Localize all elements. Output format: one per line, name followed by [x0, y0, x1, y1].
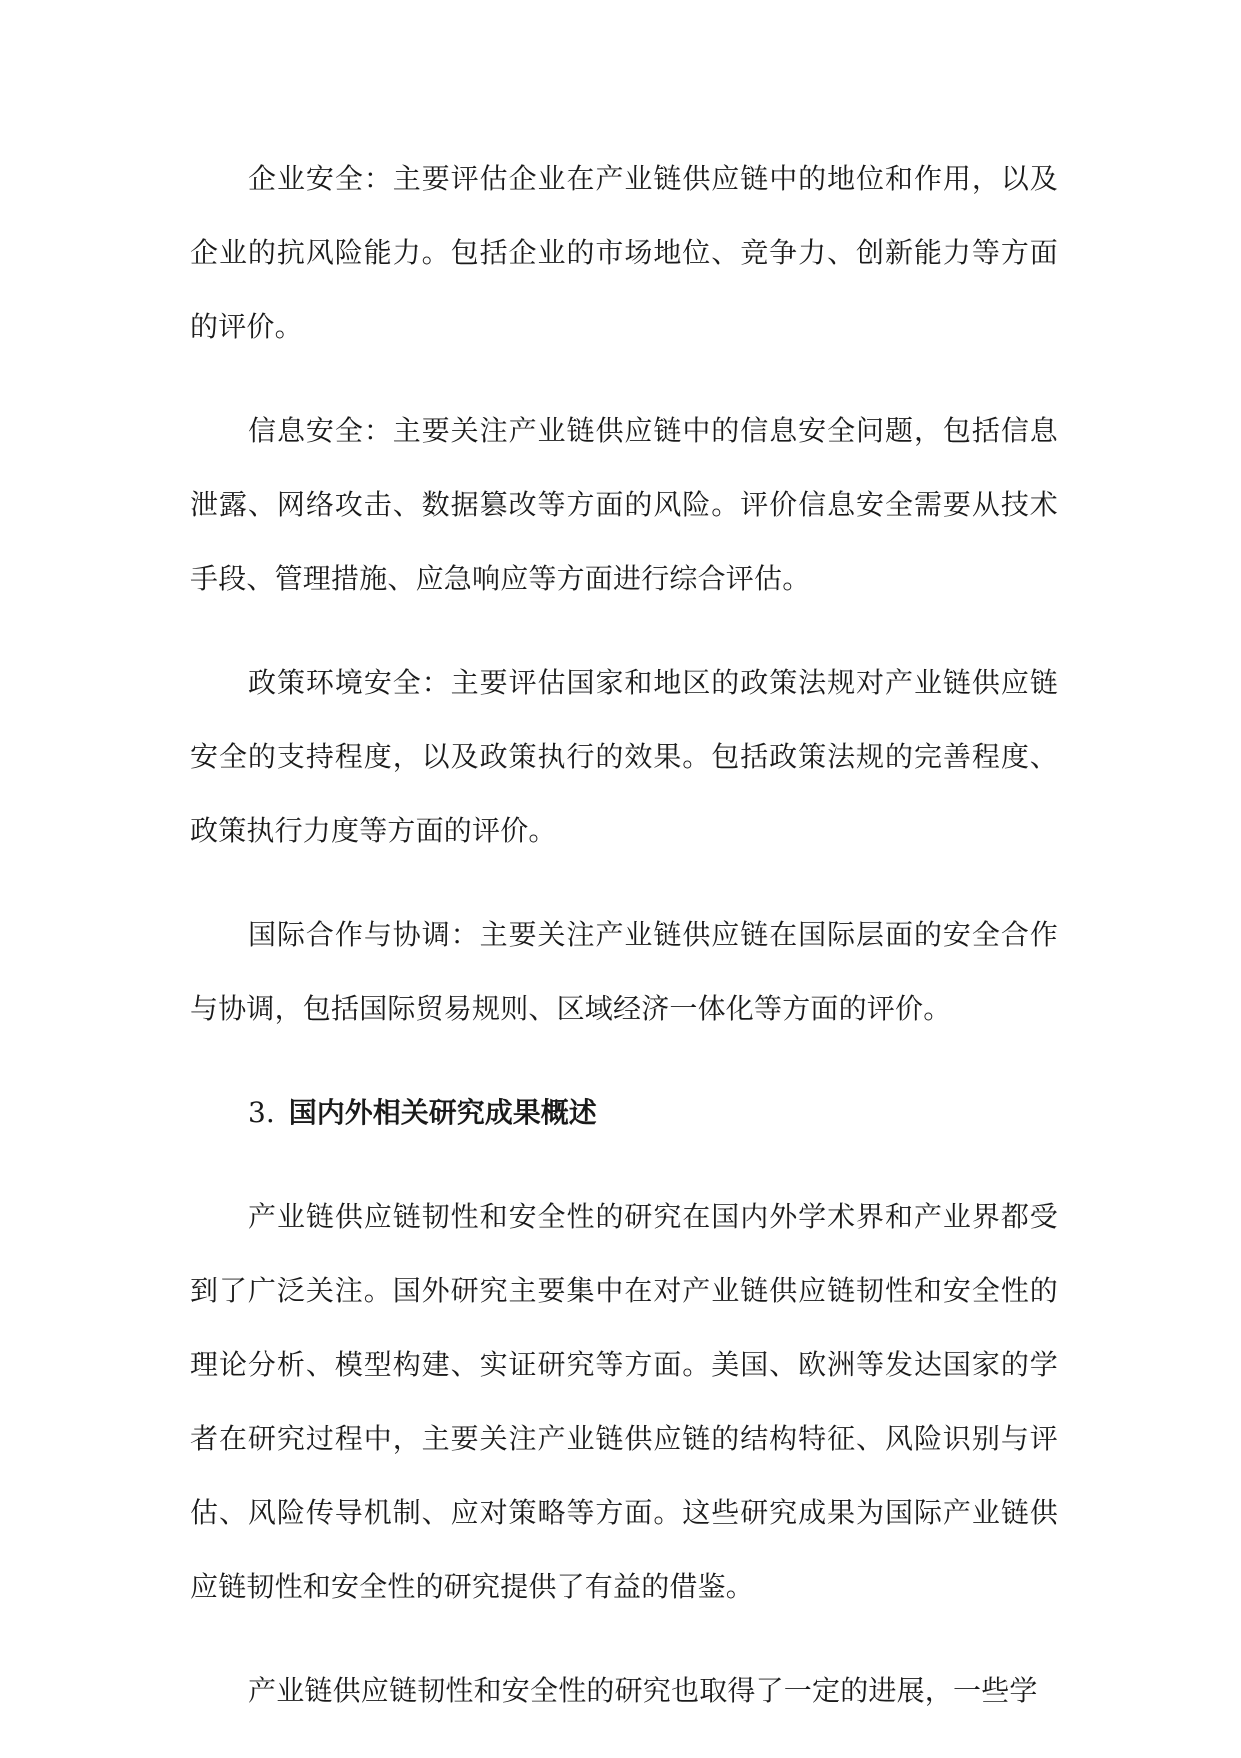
section-heading — [190, 1076, 1058, 1150]
paragraph-international-cooperation: 国际合作与协调：主要关注产业链供应链在国际层面的安全合作与协调，包括国际贸易规则、区域经济一体化等方面的评价。 — [190, 918, 1058, 1025]
document-body — [190, 142, 1058, 1758]
paragraph-information-security: 信息安全：主要关注产业链供应链中的信息安全问题，包括信息泄露、网络攻击、数据篡改等方面的风险。评价信息安全需要从技术手段、管理措施、应急响应等方面进行综合评估。 — [190, 414, 1058, 595]
section-title: 国内外相关研究成果概述 — [288, 1096, 597, 1129]
section-number: 3. — [248, 1096, 275, 1129]
paragraph-domestic-research: 产业链供应链韧性和安全性的研究也取得了一定的进展，一些学 — [248, 1674, 1038, 1707]
paragraph-enterprise-security: 企业安全：主要评估企业在产业链供应链中的地位和作用，以及企业的抗风险能力。包括企业的市场地位、竞争力、创新能力等方面的评价。 — [190, 162, 1058, 343]
paragraph-policy-environment-security: 政策环境安全：主要评估国家和地区的政策法规对产业链供应链安全的支持程度，以及政策执行的效果。包括政策法规的完善程度、政策执行力度等方面的评价。 — [190, 666, 1058, 847]
paragraph-research-overview: 产业链供应链韧性和安全性的研究在国内外学术界和产业界都受到了广泛关注。国外研究主要集中在对产业链供应链韧性和安全性的理论分析、模型构建、实证研究等方面。美国、欧洲等发达国家的学者在研究过程中，主要关注产业链供应链的结构特征、风险识别与评估、风险传导机制、应对策略等方面。这些研究成果为国际产业链供应链韧性和安全性的研究提供了有益的借鉴。 — [190, 1200, 1058, 1603]
